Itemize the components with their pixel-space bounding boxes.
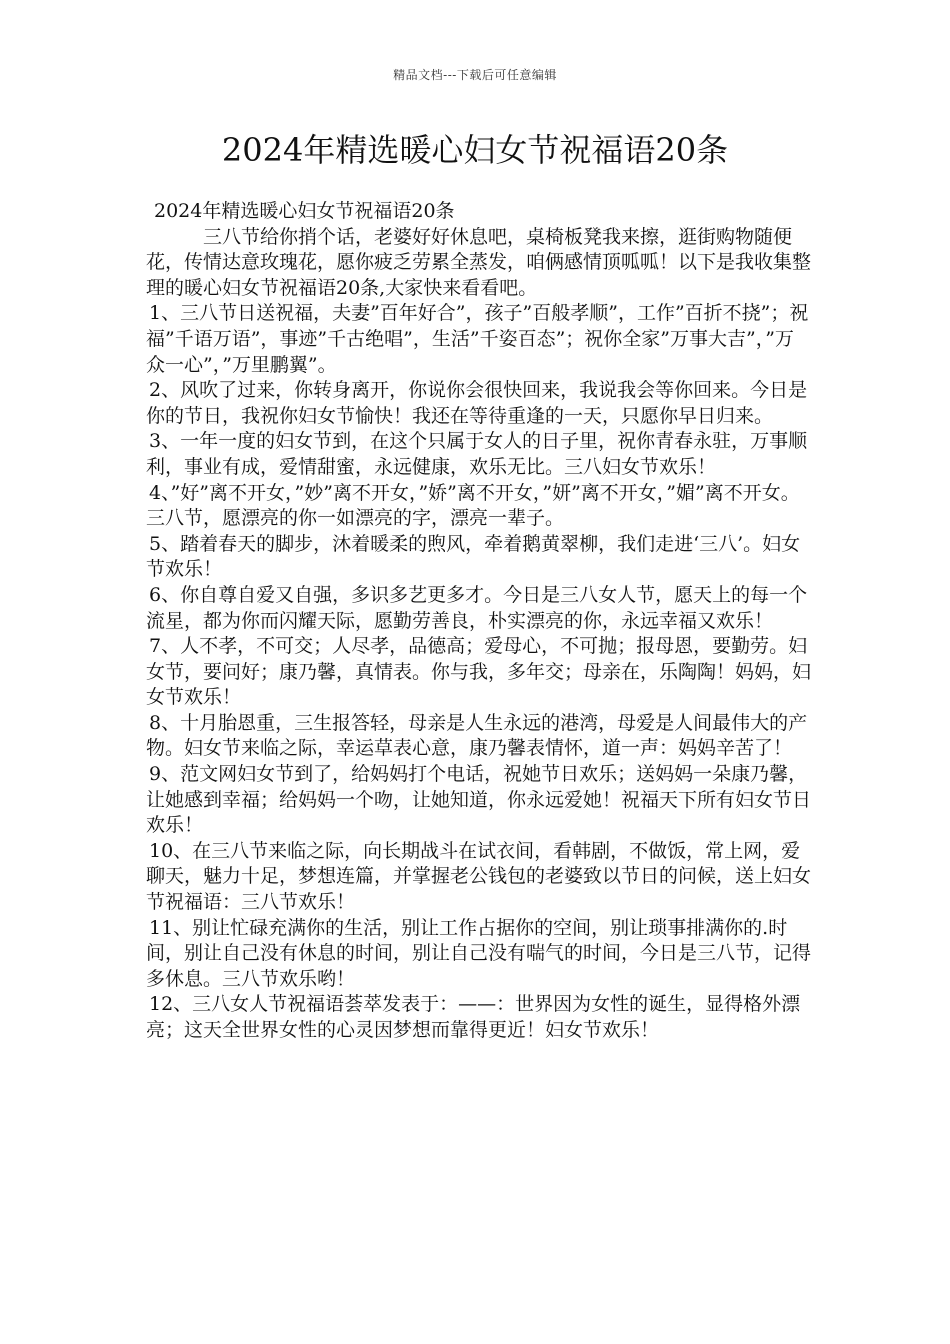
document-title: 2024年精选暖心妇女节祝福语20条 [221,131,729,169]
intro-paragraph: 三八节给你捎个话，老婆好好休息吧，桌椅板凳我来擦，逛街购物随便花，传情达意玫瑰花，愿你疲乏劳累全蒸发，咱俩感情顶呱呱！以下是我收集整理的暖心妇女节祝福语20条,大家快来看看吧。 [146,225,812,299]
greeting-item-1: 1、三八节日送祝福，夫妻”百年好合”，孩子”百般孝顺”，工作”百折不挠”；祝福”千语万语”，事迹”千古绝唱”，生活”千姿百态”；祝你全家”万事大吉”，”万众一心”，”万里鹏翼”。 [146,302,809,376]
greeting-item-2: 2、风吹了过来，你转身离开，你说你会很快回来，我说我会等你回来。今日是你的节日，我祝你妇女节愉快！我还在等待重逢的一天，只愿你早日归来。 [146,379,808,427]
greeting-item-12: 12、三八女人节祝福语荟萃发表于：——：世界因为女性的诞生，显得格外漂亮；这天全世界女性的心灵因梦想而靠得更近！妇女节欢乐！ [146,993,801,1041]
greeting-item-3: 3、一年一度的妇女节到，在这个只属于女人的日子里，祝你青春永驻，万事顺利，事业有成，爱情甜蜜，永远健康，欢乐无比。三八妇女节欢乐！ [146,430,808,478]
document-body [146,199,812,1044]
document-subtitle: 2024年精选暖心妇女节祝福语20条 [154,200,455,222]
greeting-item-11: 11、别让忙碌充满你的生活，别让工作占据你的空间，别让琐事排满你的.时间，别让自己没有休息的时间，别让自己没有喘气的时间，今日是三八节，记得多休息。三八节欢乐哟！ [146,916,812,990]
greeting-item-6: 6、你自尊自爱又自强，多识多艺更多才。今日是三八女人节，愿天上的每一个流星，都为你而闪耀天际，愿勤劳善良，朴实漂亮的你，永远幸福又欢乐！ [146,583,808,632]
greeting-item-4: 4、”好”离不开女，”妙”离不开女，”娇”离不开女，”妍”离不开女，”媚”离不开女。三八节，愿漂亮的你一如漂亮的字，漂亮一辈子。 [146,481,800,530]
page-header: 精品文档---下载后可任意编辑 [393,68,557,82]
greeting-item-7: 7、人不孝，不可交；人尽孝，品德高；爱母心，不可抛；报母恩，要勤劳。妇女节，要问好；康乃馨，真情表。你与我，多年交；母亲在，乐陶陶！妈妈，妇女节欢乐！ [146,635,812,709]
greeting-item-5: 5、踏着春天的脚步，沐着暖柔的煦风，牵着鹅黄翠柳，我们走进‘三八’。妇女节欢乐！ [146,532,801,581]
greeting-item-9: 9、范文网妇女节到了，给妈妈打个电话，祝她节日欢乐；送妈妈一朵康乃馨，让她感到幸福；给妈妈一个吻，让她知道，你永远爱她！祝福天下所有妇女节日欢乐！ [146,763,812,837]
greeting-item-8: 8、十月胎恩重，三生报答轻，母亲是人生永远的港湾，母爱是人间最伟大的产物。妇女节来临之际，幸运草表心意，康乃馨表情怀，道一声：妈妈辛苦了！ [146,711,808,760]
greeting-item-10: 10、在三八节来临之际，向长期战斗在试衣间，看韩剧，不做饭，常上网，爱聊天，魅力十足，梦想连篇，并掌握老公钱包的老婆致以节日的问候，送上妇女节祝福语：三八节欢乐！ [146,839,812,914]
